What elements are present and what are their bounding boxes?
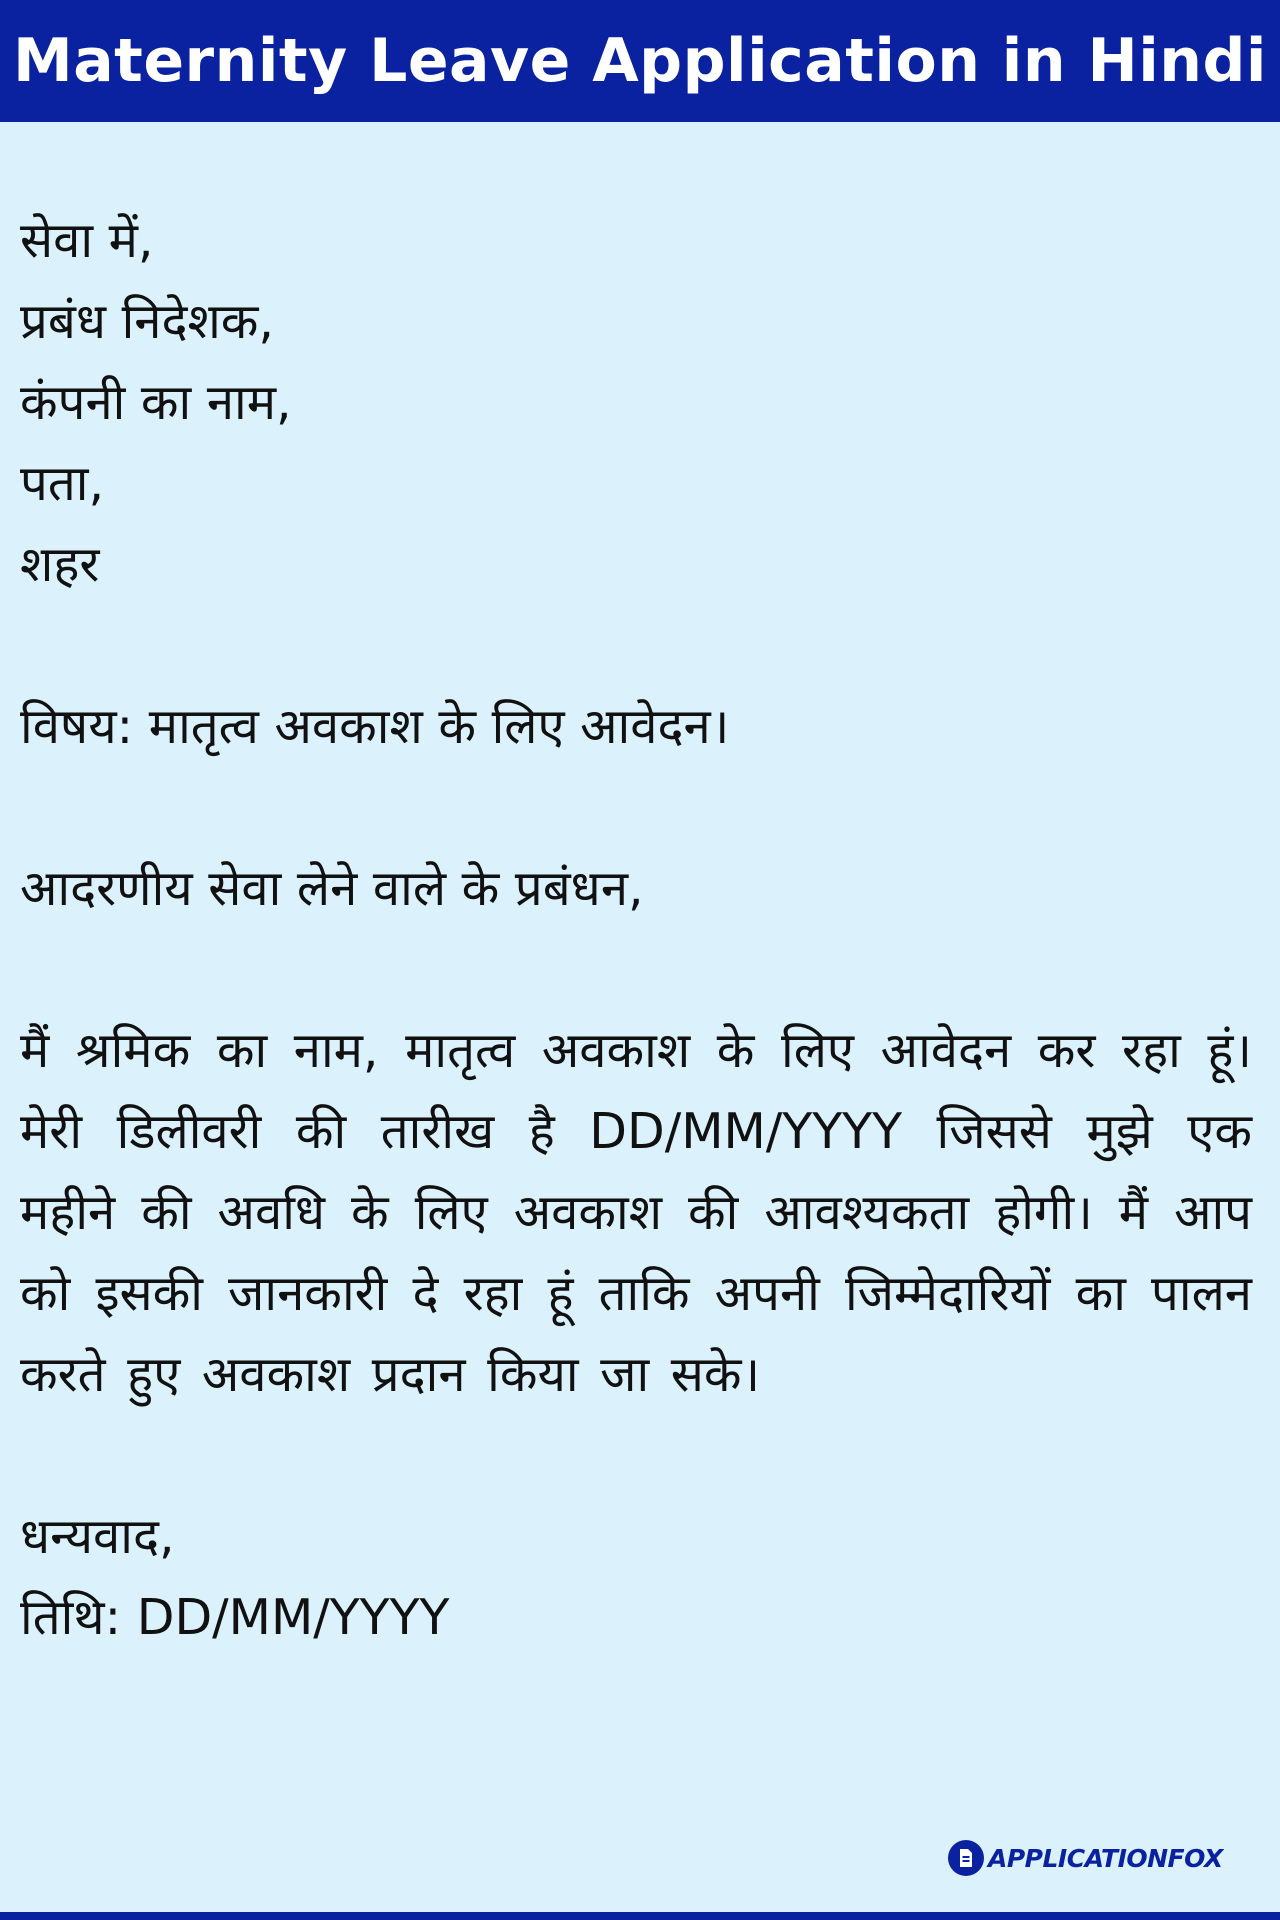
page-title: Maternity Leave Application in Hindi — [12, 26, 1267, 96]
date-line: तिथि: DD/MM/YYYY — [20, 1589, 450, 1646]
salutation: आदरणीय सेवा लेने वाले के प्रबंधन, — [20, 860, 644, 917]
address-line: कंपनी का नाम, — [20, 374, 292, 431]
page-header — [0, 0, 1280, 122]
letter-content — [20, 200, 1252, 1658]
address-line: पता, — [20, 455, 105, 512]
address-line: शहर — [20, 536, 100, 593]
address-line: सेवा में, — [20, 212, 154, 269]
subject-line: विषय: मातृत्व अवकाश के लिए आवेदन। — [20, 698, 730, 755]
closing-line: धन्यवाद, — [20, 1508, 175, 1565]
bottom-rule — [0, 1912, 1280, 1920]
brand-name: APPLICATIONFOX — [988, 1843, 1223, 1873]
document-icon — [948, 1840, 984, 1876]
brand-logo — [948, 1838, 1223, 1878]
letter-body: मैं श्रमिक का नाम, मातृत्व अवकाश के लिए आवेदन कर रहा हूं। मेरी डिलीवरी की तारीख है DD/MM/YYYY जिससे मुझे एक महीने की अवधि के लिए अवकाश की आवश्यकता होगी। मैं आप को इसकी जानकारी दे रहा हूं ताकि अपनी जिम्मेदारियों का पालन करते हुए अवकाश प्रदान किया जा सके। — [20, 1022, 1252, 1403]
address-line: प्रबंध निदेशक, — [20, 293, 275, 350]
